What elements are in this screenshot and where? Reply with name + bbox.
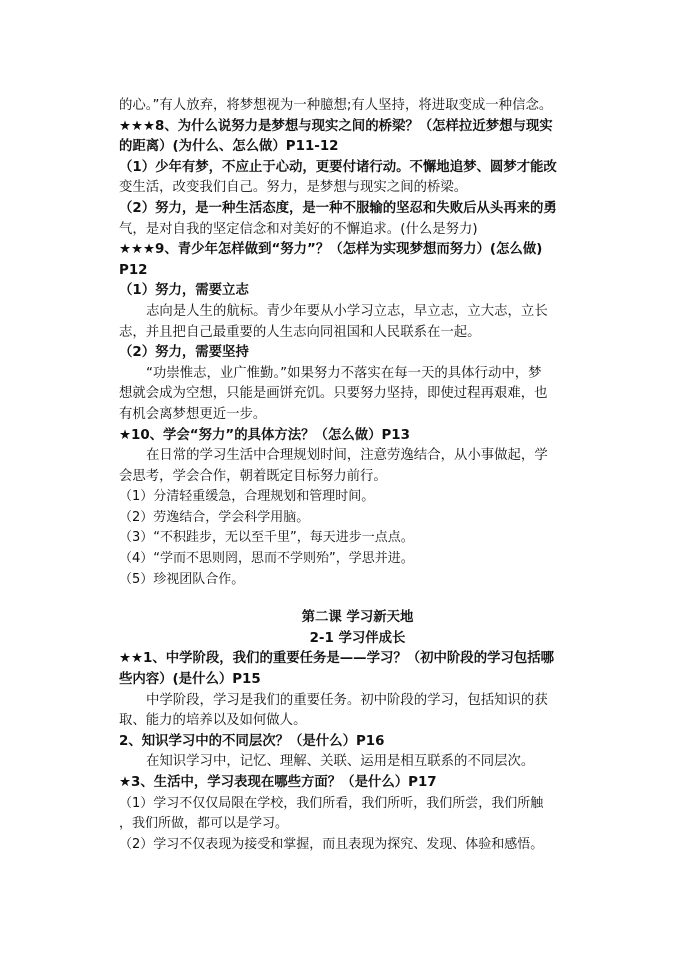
- text-line: ★★1、中学阶段，我们的重要任务是——学习？（初中阶段的学习包括哪: [119, 651, 555, 667]
- text-line: 在日常的学习生活中合理规划时间，注意劳逸结合，从小事做起，学: [146, 448, 548, 464]
- text-line: （1）少年有梦，不应止于心动，更要付诸行动。不懈地追梦、圆梦才能改: [119, 159, 557, 175]
- section-gap: [119, 590, 596, 608]
- text-line: （5）珍视团队合作。: [119, 571, 245, 587]
- text-line: （2）劳逸结合，学会科学用脑。: [119, 509, 310, 525]
- text-line: （2）努力，是一种生活态度，是一种不服输的坚忍和失败后从头再来的勇: [119, 200, 557, 216]
- lesson-title: 第二课 学习新天地: [301, 610, 414, 626]
- text-line: 的心。”有人放弃，将梦想视为一种臆想;有人坚持，将进取变成一种信念。: [119, 98, 553, 113]
- text-line: （2）努力，需要坚持: [119, 345, 249, 361]
- text-line: 中学阶段，学习是我们的重要任务。初中阶段的学习，包括知识的获: [146, 692, 548, 708]
- text-line: （1）努力，需要立志: [119, 283, 249, 299]
- section-title: 2-1 学习伴成长: [309, 630, 406, 646]
- text-line: ★★★9、青少年怎样做到“努力”？（怎样为实现梦想而努力）(怎么做): [119, 242, 543, 258]
- text-line: 取、能力的培养以及如何做人。: [119, 713, 307, 729]
- text-line: （2）学习不仅表现为接受和掌握，而且表现为探究、发现、体验和感悟。: [119, 836, 544, 852]
- text-line: （3）“不积跬步，无以至千里”，每天进步一点点。: [119, 530, 414, 546]
- text-line: ★10、学会“努力”的具体方法？（怎么做）P13: [119, 427, 410, 443]
- text-line: 2、知识学习中的不同层次？（是什么）P16: [119, 733, 385, 749]
- text-line: 变生活，改变我们自己。努力，是梦想与现实之间的桥梁。: [119, 180, 468, 196]
- text-line: 有机会离梦想更近一步。: [119, 406, 267, 422]
- text-line: 气，是对自我的坚定信念和对美好的不懈追求。(什么是努力): [119, 221, 478, 237]
- text-line: （1）学习不仅仅局限在学校，我们所看，我们所听，我们所尝，我们所触: [119, 795, 544, 811]
- text-line: 些内容）(是什么）P15: [119, 672, 261, 688]
- text-line: ★3、生活中，学习表现在哪些方面？（是什么）P17: [119, 775, 437, 790]
- lesson-two-content: [119, 649, 596, 855]
- text-line: P12: [119, 262, 148, 278]
- text-line: 在知识学习中，记忆、理解、关联、运用是相互联系的不同层次。: [146, 754, 535, 770]
- text-line: 志，并且把自己最重要的人生志向同祖国和人民联系在一起。: [119, 324, 481, 340]
- text-line: （4）“学而不思则罔，思而不学则殆”，学思并进。: [119, 551, 414, 567]
- text-line: ，我们所做，都可以是学习。: [119, 816, 289, 832]
- text-line: 想就会成为空想，只能是画饼充饥。只要努力坚持，即使过程再艰难，也: [119, 386, 548, 402]
- text-line: 志向是人生的航标。青少年要从小学习立志，早立志，立大志，立长: [146, 303, 548, 319]
- text-line: ★★★8、为什么说努力是梦想与现实之间的桥梁？（怎样拉近梦想与现实: [119, 118, 553, 134]
- text-line: 的距离）(为什么、怎么做）P11-12: [119, 139, 339, 155]
- text-line: （1）分清轻重缓急，合理规划和管理时间。: [119, 489, 375, 505]
- text-line: “功崇惟志，业广惟勤。”如果努力不落实在每一天的具体行动中，梦: [146, 365, 542, 381]
- text-line: 会思考，学会合作，朝着既定目标努力前行。: [119, 468, 387, 484]
- lesson-one-content: [119, 96, 596, 590]
